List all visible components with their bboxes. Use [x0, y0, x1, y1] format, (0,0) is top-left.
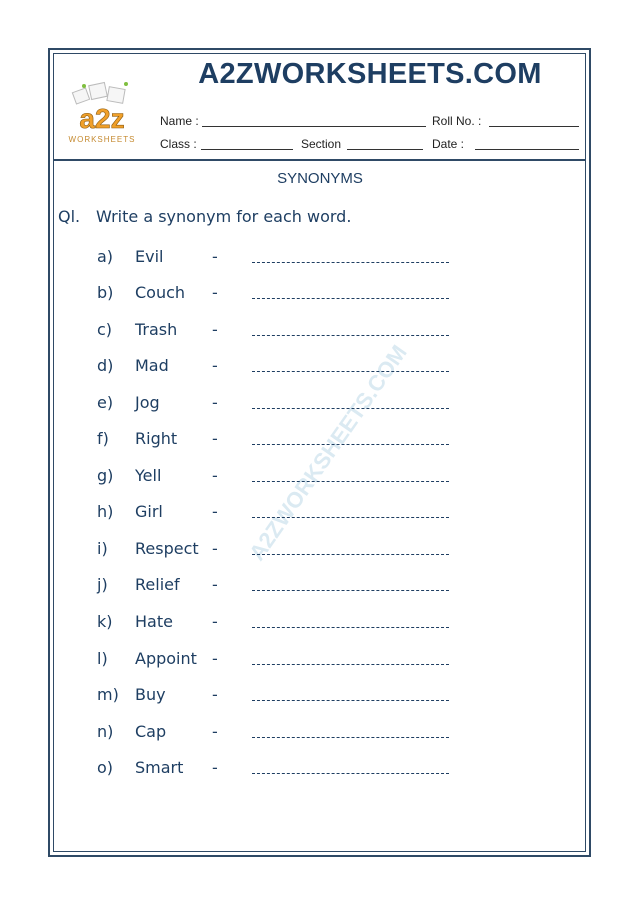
list-item: [0, 685, 640, 715]
item-word: Girl: [135, 502, 163, 521]
item-word: Buy: [135, 685, 166, 704]
item-letter: c): [97, 320, 113, 339]
item-word: Yell: [135, 466, 162, 485]
class-field[interactable]: [201, 149, 293, 150]
answer-line[interactable]: [252, 700, 449, 701]
class-label: Class :: [160, 137, 197, 151]
svg-text:WORKSHEETS: WORKSHEETS: [68, 135, 136, 144]
item-dash: -: [212, 320, 218, 339]
answer-line[interactable]: [252, 262, 449, 263]
list-item: [0, 722, 640, 752]
item-letter: h): [97, 502, 114, 521]
item-letter: b): [97, 283, 114, 302]
header-divider: [53, 159, 586, 161]
item-dash: -: [212, 247, 218, 266]
item-word: Smart: [135, 758, 184, 777]
item-letter: n): [97, 722, 114, 741]
answer-line[interactable]: [252, 590, 449, 591]
answer-line[interactable]: [252, 371, 449, 372]
item-dash: -: [212, 758, 218, 777]
item-letter: m): [97, 685, 119, 704]
item-dash: -: [212, 283, 218, 302]
list-item: [0, 393, 640, 423]
item-word: Cap: [135, 722, 167, 741]
item-dash: -: [212, 575, 218, 594]
question-number: Ql.: [58, 207, 81, 226]
item-word: Hate: [135, 612, 173, 631]
list-item: [0, 502, 640, 532]
logo-graphic: [60, 80, 144, 150]
list-item: [0, 466, 640, 496]
list-item: [0, 247, 640, 277]
item-dash: -: [212, 466, 218, 485]
item-dash: -: [212, 429, 218, 448]
date-label: Date :: [432, 137, 465, 151]
list-item: [0, 758, 640, 788]
answer-line[interactable]: [252, 408, 449, 409]
answer-line[interactable]: [252, 773, 449, 774]
item-letter: d): [97, 356, 114, 375]
item-letter: g): [97, 466, 114, 485]
item-word: Couch: [135, 283, 186, 302]
item-word: Respect: [135, 539, 199, 558]
roll-no-field[interactable]: [489, 126, 579, 127]
item-dash: -: [212, 612, 218, 631]
item-dash: -: [212, 356, 218, 375]
item-word: Jog: [135, 393, 160, 412]
item-word: Trash: [135, 320, 178, 339]
answer-line[interactable]: [252, 627, 449, 628]
item-letter: e): [97, 393, 114, 412]
list-item: [0, 539, 640, 569]
question-text: Write a synonym for each word.: [96, 207, 352, 226]
site-logo: [60, 80, 144, 150]
item-word: Appoint: [135, 649, 197, 668]
answer-line[interactable]: [252, 554, 449, 555]
name-label: Name :: [160, 114, 199, 128]
answer-line[interactable]: [252, 298, 449, 299]
section-field[interactable]: [347, 149, 423, 150]
answer-line[interactable]: [252, 664, 449, 665]
item-letter: f): [97, 429, 109, 448]
date-field[interactable]: [475, 149, 579, 150]
answer-line[interactable]: [252, 444, 449, 445]
item-letter: k): [97, 612, 113, 631]
item-dash: -: [212, 393, 218, 412]
section-label: Section: [301, 137, 342, 151]
list-item: [0, 320, 640, 350]
list-item: [0, 649, 640, 679]
item-dash: -: [212, 722, 218, 741]
item-letter: l): [97, 649, 108, 668]
roll-no-label: Roll No. :: [432, 114, 482, 128]
answer-line[interactable]: [252, 737, 449, 738]
answer-line[interactable]: [252, 481, 449, 482]
list-item: [0, 356, 640, 386]
list-item: [0, 575, 640, 605]
list-item: [0, 612, 640, 642]
item-word: Mad: [135, 356, 169, 375]
watermark: A2ZWORKSHEETS.COM: [244, 340, 412, 566]
item-letter: a): [97, 247, 114, 266]
item-letter: j): [97, 575, 108, 594]
site-title: A2ZWORKSHEETS.COM: [198, 58, 542, 90]
answer-line[interactable]: [252, 335, 449, 336]
list-item: [0, 283, 640, 313]
list-item: [0, 429, 640, 459]
item-dash: -: [212, 649, 218, 668]
item-word: Relief: [135, 575, 180, 594]
item-letter: i): [97, 539, 108, 558]
item-word: Evil: [135, 247, 164, 266]
item-letter: o): [97, 758, 114, 777]
item-dash: -: [212, 502, 218, 521]
item-dash: -: [212, 685, 218, 704]
item-dash: -: [212, 539, 218, 558]
svg-text:a2z: a2z: [79, 103, 125, 134]
answer-line[interactable]: [252, 517, 449, 518]
name-field[interactable]: [202, 126, 426, 127]
item-word: Right: [135, 429, 178, 448]
worksheet-title: SYNONYMS: [277, 170, 363, 187]
